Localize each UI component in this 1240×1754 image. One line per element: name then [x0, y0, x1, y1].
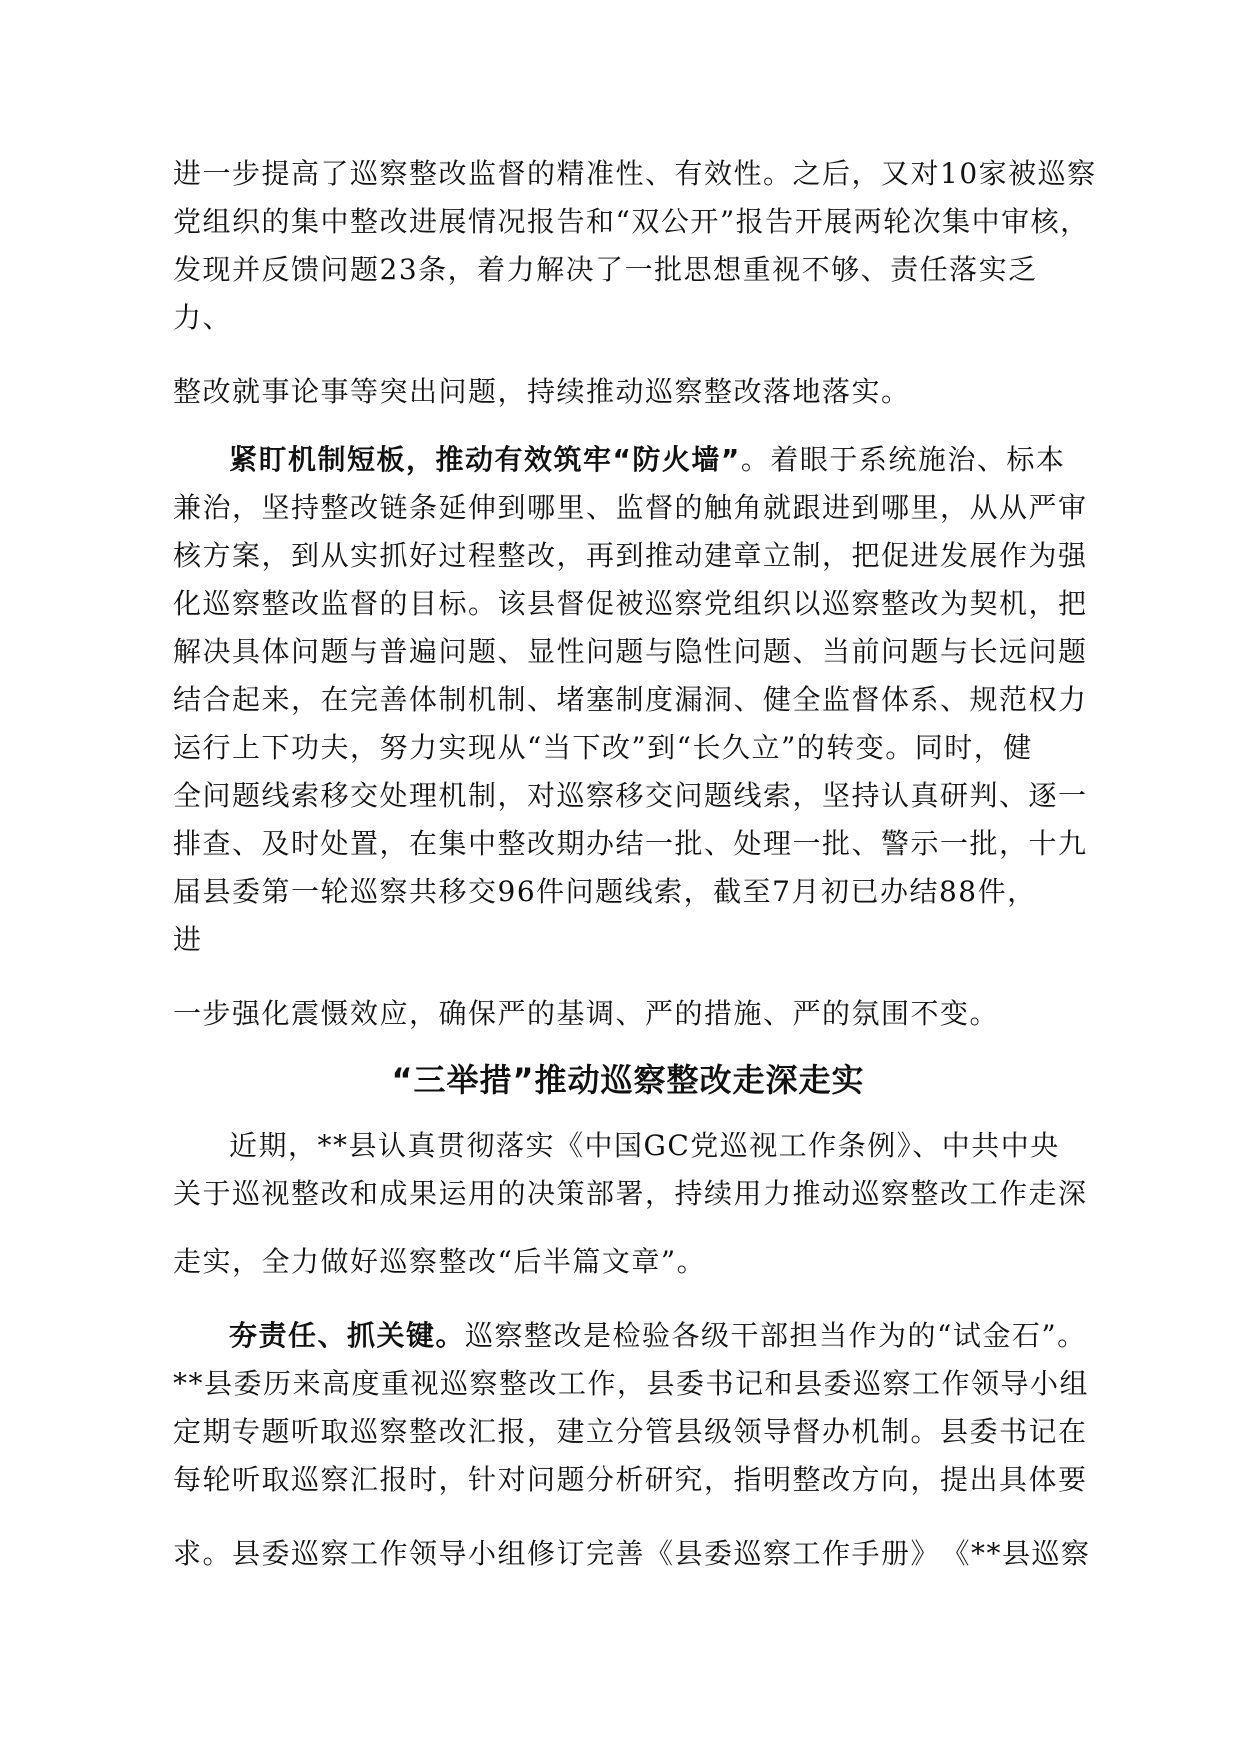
- paragraph-2-line-5: 解决具体问题与普遍问题、显性问题与隐性问题、当前问题与长远问题: [173, 635, 1088, 668]
- paragraph-4-line-4: 每轮听取巡察汇报时，针对问题分析研究，指明整改方向，提出具体要: [173, 1463, 1088, 1496]
- paragraph-1-line-3: 发现并反馈问题23条，着力解决了一批思想重视不够、责任落实乏: [173, 253, 1038, 286]
- paragraph-3-line-1: 近期，**县认真贯彻落实《中国GC党巡视工作条例》、中共中央: [229, 1129, 1060, 1162]
- paragraph-1-line-4: 力、: [173, 301, 233, 334]
- paragraph-2-line-9: 排查、及时处置，在集中整改期办结一批、处理一批、警示一批，十九: [173, 827, 1088, 860]
- paragraph-4-line-1: [173, 1312, 1087, 1360]
- paragraph-2-line-8: 全问题线索移交处理机制，对巡察移交问题线索，坚持认真研判、逐一: [173, 779, 1088, 812]
- paragraph-2-line-12: 一步强化震慑效应，确保严的基调、严的措施、严的氛围不变。: [173, 997, 1000, 1030]
- paragraph-2-line-6: 结合起来，在完善体制机制、堵塞制度漏洞、健全监督体系、规范权力: [173, 683, 1088, 716]
- paragraph-1-line-5: 整改就事论事等突出问题，持续推动巡察整改落地落实。: [173, 375, 911, 408]
- paragraph-2-heading: 紧盯机制短板，推动有效筑牢“防火墙”: [229, 443, 741, 476]
- section-title: “三举措”推动巡察整改走深走实: [391, 1061, 865, 1099]
- paragraph-2-line-4: 化巡察整改监督的目标。该县督促被巡察党组织以巡察整改为契机，把: [173, 587, 1088, 620]
- paragraph-2-line-2: 兼治，坚持整改链条延伸到哪里、监督的触角就跟进到哪里，从从严审: [173, 491, 1088, 524]
- paragraph-4-line-2: **县委历来高度重视巡察整改工作，县委书记和县委巡察工作领导小组: [173, 1367, 1090, 1400]
- paragraph-2-line-1: [173, 436, 1083, 484]
- paragraph-2-line-10: 届县委第一轮巡察共移交96件问题线索，截至7月初已办结88件，: [173, 875, 1037, 908]
- paragraph-4-line-5: 求。县委巡察工作领导小组修订完善《县委巡察工作手册》 《**县巡察: [173, 1537, 1091, 1570]
- paragraph-2-line-3: 核方案，到从实抓好过程整改，再到推动建章立制，把促进发展作为强: [173, 539, 1088, 572]
- paragraph-3-line-2: 关于巡视整改和成果运用的决策部署，持续用力推动巡察整改工作走深: [173, 1177, 1088, 1210]
- paragraph-2-line-7: 运行上下功夫，努力实现从“当下改”到“长久立”的转变。同时，健: [173, 731, 1033, 764]
- paragraph-1-line-2: 党组织的集中整改进展情况报告和“双公开”报告开展两轮次集中审核，: [173, 205, 1090, 238]
- paragraph-3-line-3: 走实，全力做好巡察整改“后半篇文章”。: [173, 1245, 707, 1278]
- paragraph-4-heading: 夯责任、抓关键。: [229, 1319, 466, 1352]
- paragraph-4-line-1-text: 巡察整改是检验各级干部担当作为的“试金石”。: [465, 1319, 1087, 1352]
- paragraph-4-line-3: 定期专题听取巡察整改汇报，建立分管县级领导督办机制。县委书记在: [173, 1415, 1088, 1448]
- paragraph-2-line-11: 进: [173, 923, 203, 956]
- paragraph-2-line-1-text: 。着眼于系统施治、标本: [740, 443, 1066, 476]
- paragraph-1-line-1: 进一步提高了巡察整改监督的精准性、有效性。之后，又对10家被巡察: [173, 157, 1097, 190]
- document-body: [173, 150, 1097, 1578]
